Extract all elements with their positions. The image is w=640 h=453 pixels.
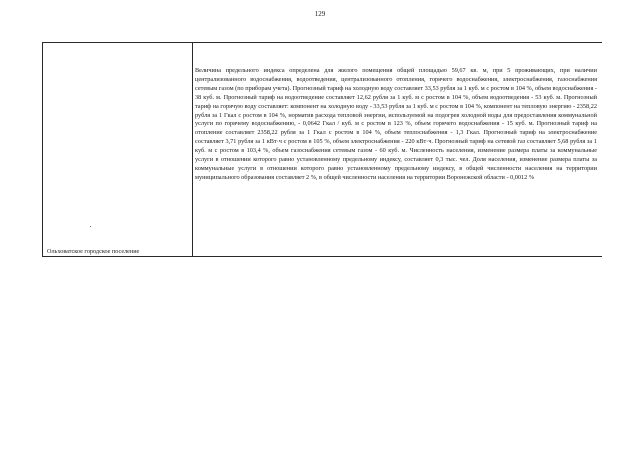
scan-speck xyxy=(90,226,91,227)
municipality-name-cell: Ольховатское городское поселение xyxy=(47,248,140,255)
table-top-border xyxy=(42,42,602,43)
table-column-divider xyxy=(192,42,193,257)
index-description-cell: Величина предельного индекса определена для жилого помещения общей площадью 59,67 кв. м, при 5 проживающих, при наличии централизованного водоснабжения, водоотведения, централизованного отопления, горячего водоснабжения, электроснабжения, газоснабжения сетевым газом (по приборам учета). Прогнозный тариф на холодную воду составляет 33,53 рубля за 1 куб. м с ростом в 104 %, объем водоснабжения - 38 куб. м. Прогнозный тариф на водоотведение составляет 12,62 рубля за 1 куб. м с ростом в 104 %, объем водоотведения - 53 куб. м. Прогнозный тариф на горячую воду составляет: компонент на холодную воду - 33,53 рубля за 1 куб. м с ростом в 104 %, компонент на тепловую энергию - 2358,22 рубля за 1 Гкал с ростом в 104 %, норматив расхода тепловой энергии, используемой на подогрев холодной воды для предоставления коммунальной услуги по горячему водоснабжению, - 0,0642 Гкал / куб. м с ростом в 123 %, объем горячего водоснабжения - 15 куб. м. Прогнозный тариф на отопление составляет 2358,22 рубля за 1 Гкал с ростом в 104 %, объем теплоснабжения - 1,3 Гкал. Прогнозный тариф на электроснабжение составляет 3,71 рубля за 1 кВт·ч с ростом в 105 %, объем электроснабжения - 220 кВт·ч. Прогнозный тариф на сетевой газ составляет 5,68 рубля за 1 куб. м с ростом в 103,4 %, объем газоснабжения сетевым газом - 60 куб. м. Численность населения, изменение размера платы за коммунальные услуги в отношении которого равно установленному предельному индексу, составляет 0,3 тыс. чел. Доля населения, изменение размера платы за коммунальные услуги в отношении которого равно установленному предельному индексу, в общей численности населения на территории муниципального образования составляет 2 %, в общей численности населения на территории Воронежской области - 0,0012 % xyxy=(195,67,597,181)
page-number: 129 xyxy=(314,10,326,18)
